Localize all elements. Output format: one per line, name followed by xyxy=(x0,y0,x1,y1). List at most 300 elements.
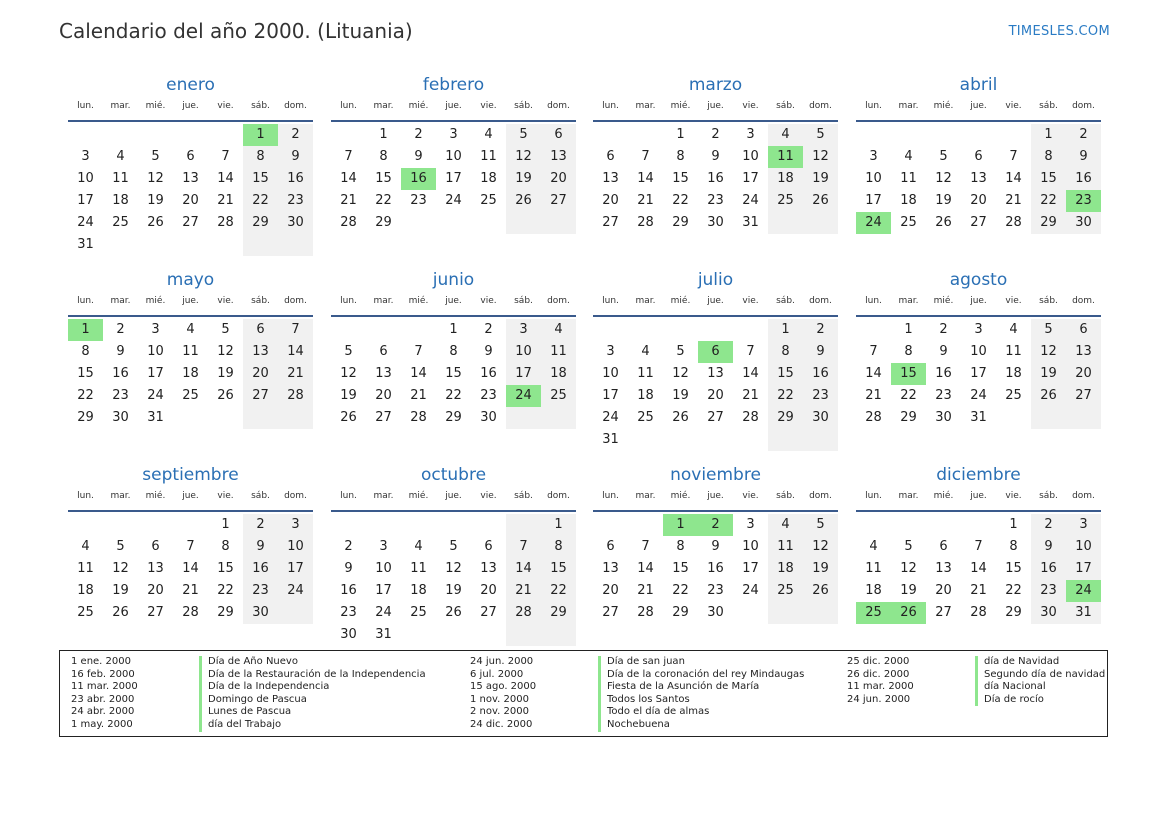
day-cell: 29 xyxy=(768,407,803,429)
day-cell: 27 xyxy=(541,190,576,212)
empty-cell xyxy=(243,407,278,429)
day-cell: 28 xyxy=(637,605,654,620)
day-cell: 21 xyxy=(742,388,759,403)
day-cell: 15 xyxy=(672,171,689,186)
day-cell: 9 xyxy=(484,344,493,359)
weekday-label: sáb. xyxy=(776,491,795,501)
day-cell: 25 xyxy=(541,385,576,407)
empty-cell xyxy=(331,514,366,536)
empty-cell xyxy=(401,319,436,341)
empty-cell xyxy=(331,124,366,146)
day-grid xyxy=(856,319,1101,429)
empty-cell xyxy=(628,429,663,451)
day-cell: 1 xyxy=(768,319,803,341)
empty-cell xyxy=(891,514,926,536)
weekday-label: vie. xyxy=(480,101,497,111)
holiday-name: Día de san juan xyxy=(598,656,685,669)
day-cell: 23 xyxy=(278,190,313,212)
day-cell: 7 xyxy=(344,149,353,164)
day-cell: 30 xyxy=(707,605,724,620)
day-cell: 19 xyxy=(506,168,541,190)
weekday-label: mar. xyxy=(635,101,656,111)
empty-cell xyxy=(103,514,138,536)
day-cell: 26 xyxy=(340,410,357,425)
day-cell: 4 xyxy=(484,127,493,142)
weekday-label: vie. xyxy=(480,296,497,306)
day-cell: 13 xyxy=(707,366,724,381)
day-cell: 25 xyxy=(410,605,427,620)
empty-cell xyxy=(856,514,891,536)
empty-cell xyxy=(103,234,138,256)
day-cell: 1 xyxy=(676,127,685,142)
day-cell: 13 xyxy=(541,146,576,168)
day-cell: 17 xyxy=(865,193,882,208)
day-cell: 7 xyxy=(221,149,230,164)
day-grid xyxy=(331,514,576,646)
day-cell: 11 xyxy=(1005,344,1022,359)
month-agosto xyxy=(856,267,1101,429)
day-cell: 7 xyxy=(1009,149,1018,164)
empty-cell xyxy=(506,407,541,429)
holiday-day-cell: 24 xyxy=(506,385,541,407)
day-cell: 21 xyxy=(340,193,357,208)
day-cell: 26 xyxy=(935,215,952,230)
day-cell: 19 xyxy=(147,193,164,208)
weekday-label: vie. xyxy=(217,491,234,501)
legend-entry xyxy=(71,719,426,732)
day-cell: 12 xyxy=(445,561,462,576)
day-cell: 24 xyxy=(278,580,313,602)
day-cell: 6 xyxy=(186,149,195,164)
day-cell: 24 xyxy=(147,388,164,403)
month-noviembre xyxy=(593,462,838,624)
day-cell: 31 xyxy=(1066,602,1101,624)
holiday-day-cell: 1 xyxy=(68,319,103,341)
weekday-label: mar. xyxy=(898,296,919,306)
empty-cell xyxy=(628,124,663,146)
day-cell: 14 xyxy=(217,171,234,186)
day-cell: 6 xyxy=(541,124,576,146)
day-cell: 7 xyxy=(506,536,541,558)
day-cell: 4 xyxy=(186,322,195,337)
day-cell: 5 xyxy=(116,539,125,554)
empty-cell xyxy=(138,234,173,256)
day-cell: 4 xyxy=(768,124,803,146)
day-cell: 16 xyxy=(278,168,313,190)
day-cell: 12 xyxy=(803,536,838,558)
day-cell: 25 xyxy=(112,215,129,230)
weekday-label: mié. xyxy=(670,101,691,111)
day-cell: 15 xyxy=(243,168,278,190)
day-cell: 19 xyxy=(112,583,129,598)
day-cell: 22 xyxy=(768,385,803,407)
day-cell: 14 xyxy=(742,366,759,381)
day-cell: 9 xyxy=(243,536,278,558)
weekday-label: dom. xyxy=(1072,491,1095,501)
holiday-name: Todo el día de almas xyxy=(598,706,709,719)
page-title: Calendario del año 2000. (Lituania) xyxy=(59,19,413,43)
day-cell: 30 xyxy=(480,410,497,425)
day-cell: 2 xyxy=(484,322,493,337)
day-cell: 23 xyxy=(1031,580,1066,602)
day-cell: 30 xyxy=(112,410,129,425)
day-cell: 18 xyxy=(768,168,803,190)
day-cell: 24 xyxy=(742,583,759,598)
holiday-name: Lunes de Pascua xyxy=(199,706,291,719)
weekday-label: mar. xyxy=(373,101,394,111)
month-octubre xyxy=(331,462,576,646)
weekday-label: lun. xyxy=(865,101,882,111)
holiday-date: 25 dic. 2000 xyxy=(847,656,910,667)
day-cell: 3 xyxy=(746,127,755,142)
empty-cell xyxy=(961,124,996,146)
day-cell: 19 xyxy=(217,366,234,381)
day-cell: 20 xyxy=(1066,363,1101,385)
empty-cell xyxy=(173,407,208,429)
holiday-name: Domingo de Pascua xyxy=(199,694,307,707)
weekday-label: mar. xyxy=(898,491,919,501)
day-cell: 30 xyxy=(1031,602,1066,624)
day-cell: 22 xyxy=(1005,583,1022,598)
day-cell: 24 xyxy=(77,215,94,230)
day-cell: 30 xyxy=(278,212,313,234)
day-cell: 27 xyxy=(970,215,987,230)
day-cell: 16 xyxy=(1031,558,1066,580)
day-cell: 24 xyxy=(602,410,619,425)
day-cell: 17 xyxy=(970,366,987,381)
day-cell: 14 xyxy=(637,561,654,576)
weekday-label: vie. xyxy=(217,296,234,306)
day-cell: 19 xyxy=(900,583,917,598)
legend-entry xyxy=(71,656,426,669)
day-cell: 18 xyxy=(410,583,427,598)
weekday-label: mié. xyxy=(670,296,691,306)
day-cell: 13 xyxy=(602,561,619,576)
empty-cell xyxy=(698,429,733,451)
day-cell: 21 xyxy=(278,363,313,385)
weekday-header xyxy=(856,491,1101,512)
day-cell: 9 xyxy=(711,539,720,554)
day-cell: 9 xyxy=(116,344,125,359)
day-cell: 13 xyxy=(243,341,278,363)
day-cell: 1 xyxy=(221,517,230,532)
day-cell: 12 xyxy=(340,366,357,381)
day-cell: 17 xyxy=(1066,558,1101,580)
empty-cell xyxy=(593,319,628,341)
day-cell: 28 xyxy=(182,605,199,620)
weekday-header xyxy=(856,101,1101,122)
weekday-label: sáb. xyxy=(251,491,270,501)
legend-entry xyxy=(847,669,1105,682)
day-cell: 17 xyxy=(506,363,541,385)
weekday-label: dom. xyxy=(809,101,832,111)
weekday-header xyxy=(331,101,576,122)
day-cell: 16 xyxy=(935,366,952,381)
day-cell: 8 xyxy=(243,146,278,168)
day-cell: 9 xyxy=(414,149,423,164)
day-cell: 1 xyxy=(1009,517,1018,532)
day-cell: 7 xyxy=(414,344,423,359)
empty-cell xyxy=(926,124,961,146)
day-cell: 4 xyxy=(116,149,125,164)
day-cell: 8 xyxy=(768,341,803,363)
day-cell: 12 xyxy=(147,171,164,186)
day-cell: 29 xyxy=(541,602,576,624)
day-cell: 2 xyxy=(939,322,948,337)
day-cell: 26 xyxy=(803,580,838,602)
day-cell: 13 xyxy=(602,171,619,186)
weekday-label: mié. xyxy=(145,491,166,501)
day-grid xyxy=(68,319,313,429)
holiday-day-cell: 6 xyxy=(698,341,733,363)
weekday-label: vie. xyxy=(1005,101,1022,111)
day-cell: 26 xyxy=(112,605,129,620)
day-cell: 5 xyxy=(904,539,913,554)
weekday-label: lun. xyxy=(340,296,357,306)
day-cell: 29 xyxy=(672,215,689,230)
day-cell: 3 xyxy=(379,539,388,554)
empty-cell xyxy=(331,319,366,341)
day-cell: 29 xyxy=(672,605,689,620)
day-cell: 17 xyxy=(445,171,462,186)
holiday-date: 16 feb. 2000 xyxy=(71,668,135,680)
holiday-date: 24 dic. 2000 xyxy=(470,718,533,730)
day-cell: 8 xyxy=(221,539,230,554)
weekday-label: sáb. xyxy=(251,296,270,306)
day-grid xyxy=(68,124,313,256)
day-cell: 8 xyxy=(541,536,576,558)
weekday-label: sáb. xyxy=(776,101,795,111)
day-cell: 18 xyxy=(480,171,497,186)
empty-cell xyxy=(471,624,506,646)
weekday-label: vie. xyxy=(742,101,759,111)
day-cell: 4 xyxy=(541,319,576,341)
day-cell: 4 xyxy=(869,539,878,554)
day-cell: 12 xyxy=(217,344,234,359)
month-name: mayo xyxy=(166,270,215,290)
day-cell: 18 xyxy=(637,388,654,403)
empty-cell xyxy=(1031,407,1066,429)
day-cell: 20 xyxy=(707,388,724,403)
day-cell: 20 xyxy=(541,168,576,190)
weekday-label: mar. xyxy=(635,491,656,501)
day-cell: 17 xyxy=(375,583,392,598)
day-cell: 19 xyxy=(803,558,838,580)
day-cell: 28 xyxy=(742,410,759,425)
weekday-header xyxy=(331,491,576,512)
day-cell: 22 xyxy=(541,580,576,602)
day-cell: 6 xyxy=(606,539,615,554)
empty-cell xyxy=(768,429,803,451)
day-cell: 23 xyxy=(707,193,724,208)
weekday-label: jue. xyxy=(970,101,987,111)
day-cell: 2 xyxy=(711,127,720,142)
empty-cell xyxy=(803,602,838,624)
day-cell: 10 xyxy=(445,149,462,164)
legend-entry xyxy=(847,681,1105,694)
weekday-label: jue. xyxy=(707,296,724,306)
holiday-name: Todos los Santos xyxy=(598,694,690,707)
day-cell: 31 xyxy=(602,432,619,447)
day-cell: 28 xyxy=(340,215,357,230)
day-cell: 21 xyxy=(410,388,427,403)
day-cell: 9 xyxy=(803,341,838,363)
day-cell: 3 xyxy=(278,514,313,536)
day-cell: 22 xyxy=(1031,190,1066,212)
holiday-day-cell: 15 xyxy=(891,363,926,385)
day-cell: 23 xyxy=(707,583,724,598)
empty-cell xyxy=(278,602,313,624)
day-cell: 9 xyxy=(711,149,720,164)
day-cell: 15 xyxy=(672,561,689,576)
legend-column xyxy=(847,656,1105,706)
weekday-label: dom. xyxy=(1072,101,1095,111)
holiday-day-cell: 16 xyxy=(401,168,436,190)
day-cell: 29 xyxy=(243,212,278,234)
empty-cell xyxy=(436,212,471,234)
day-cell: 13 xyxy=(147,561,164,576)
day-cell: 28 xyxy=(637,215,654,230)
month-marzo xyxy=(593,72,838,234)
day-cell: 10 xyxy=(77,171,94,186)
empty-cell xyxy=(733,319,768,341)
day-cell: 12 xyxy=(900,561,917,576)
weekday-label: vie. xyxy=(217,101,234,111)
day-cell: 28 xyxy=(970,605,987,620)
day-cell: 7 xyxy=(869,344,878,359)
empty-cell xyxy=(173,234,208,256)
holiday-date: 6 jul. 2000 xyxy=(470,668,524,680)
day-cell: 22 xyxy=(445,388,462,403)
day-cell: 29 xyxy=(375,215,392,230)
day-cell: 20 xyxy=(602,193,619,208)
holiday-day-cell: 24 xyxy=(1066,580,1101,602)
day-cell: 10 xyxy=(742,149,759,164)
day-cell: 11 xyxy=(112,171,129,186)
day-cell: 20 xyxy=(970,193,987,208)
day-cell: 2 xyxy=(278,124,313,146)
day-cell: 23 xyxy=(803,385,838,407)
legend-column xyxy=(71,656,426,732)
weekday-label: mié. xyxy=(933,101,954,111)
day-cell: 26 xyxy=(1031,385,1066,407)
empty-cell xyxy=(471,212,506,234)
weekday-label: lun. xyxy=(602,296,619,306)
empty-cell xyxy=(208,407,243,429)
day-cell: 30 xyxy=(243,602,278,624)
day-cell: 22 xyxy=(243,190,278,212)
weekday-header xyxy=(331,296,576,317)
day-cell: 11 xyxy=(541,341,576,363)
day-cell: 29 xyxy=(900,410,917,425)
weekday-label: dom. xyxy=(1072,296,1095,306)
weekday-label: mar. xyxy=(898,101,919,111)
empty-cell xyxy=(926,514,961,536)
holiday-name: Día de rocío xyxy=(975,694,1044,707)
day-cell: 31 xyxy=(147,410,164,425)
day-cell: 14 xyxy=(1005,171,1022,186)
day-cell: 26 xyxy=(445,605,462,620)
day-cell: 27 xyxy=(147,605,164,620)
empty-cell xyxy=(663,319,698,341)
day-cell: 27 xyxy=(707,410,724,425)
day-cell: 18 xyxy=(112,193,129,208)
empty-cell xyxy=(541,212,576,234)
day-cell: 28 xyxy=(865,410,882,425)
month-name: octubre xyxy=(420,465,487,485)
day-cell: 10 xyxy=(506,341,541,363)
empty-cell xyxy=(243,234,278,256)
day-cell: 8 xyxy=(379,149,388,164)
day-cell: 8 xyxy=(1009,539,1018,554)
day-cell: 26 xyxy=(672,410,689,425)
empty-cell xyxy=(68,124,103,146)
day-cell: 19 xyxy=(935,193,952,208)
weekday-header xyxy=(68,296,313,317)
legend-entry xyxy=(470,694,804,707)
day-cell: 10 xyxy=(147,344,164,359)
legend-entry xyxy=(470,719,804,732)
empty-cell xyxy=(208,124,243,146)
day-cell: 17 xyxy=(742,561,759,576)
day-cell: 26 xyxy=(217,388,234,403)
empty-cell xyxy=(506,624,541,646)
empty-cell xyxy=(593,124,628,146)
day-cell: 2 xyxy=(344,539,353,554)
day-cell: 25 xyxy=(768,580,803,602)
weekday-label: sáb. xyxy=(1039,101,1058,111)
day-cell: 13 xyxy=(182,171,199,186)
holiday-day-cell: 24 xyxy=(856,212,891,234)
holiday-name: Día de la coronación del rey Mindaugas xyxy=(598,669,804,682)
day-cell: 8 xyxy=(676,539,685,554)
day-cell: 15 xyxy=(217,561,234,576)
day-cell: 5 xyxy=(506,124,541,146)
day-cell: 5 xyxy=(803,514,838,536)
weekday-label: mar. xyxy=(635,296,656,306)
day-cell: 24 xyxy=(970,388,987,403)
empty-cell xyxy=(506,212,541,234)
empty-cell xyxy=(471,514,506,536)
weekday-label: lun. xyxy=(77,101,94,111)
holiday-name: Fiesta de la Asunción de María xyxy=(598,681,759,694)
legend-entry xyxy=(470,669,804,682)
holiday-legend xyxy=(59,650,1108,737)
holiday-name: Día de la Independencia xyxy=(199,681,329,694)
holiday-date: 1 may. 2000 xyxy=(71,718,133,730)
day-cell: 25 xyxy=(77,605,94,620)
weekday-label: mié. xyxy=(408,296,429,306)
day-cell: 12 xyxy=(803,146,838,168)
weekday-label: sáb. xyxy=(251,101,270,111)
day-cell: 14 xyxy=(506,558,541,580)
day-cell: 3 xyxy=(81,149,90,164)
day-cell: 22 xyxy=(77,388,94,403)
day-cell: 7 xyxy=(278,319,313,341)
day-cell: 6 xyxy=(379,344,388,359)
day-cell: 9 xyxy=(344,561,353,576)
day-cell: 3 xyxy=(606,344,615,359)
day-cell: 30 xyxy=(340,627,357,642)
empty-cell xyxy=(103,124,138,146)
month-septiembre xyxy=(68,462,313,624)
holiday-date: 15 ago. 2000 xyxy=(470,681,537,693)
day-cell: 18 xyxy=(77,583,94,598)
weekday-label: dom. xyxy=(547,296,570,306)
day-cell: 3 xyxy=(869,149,878,164)
day-cell: 9 xyxy=(939,344,948,359)
brand-link[interactable]: TIMESLES.COM xyxy=(1008,24,1110,39)
